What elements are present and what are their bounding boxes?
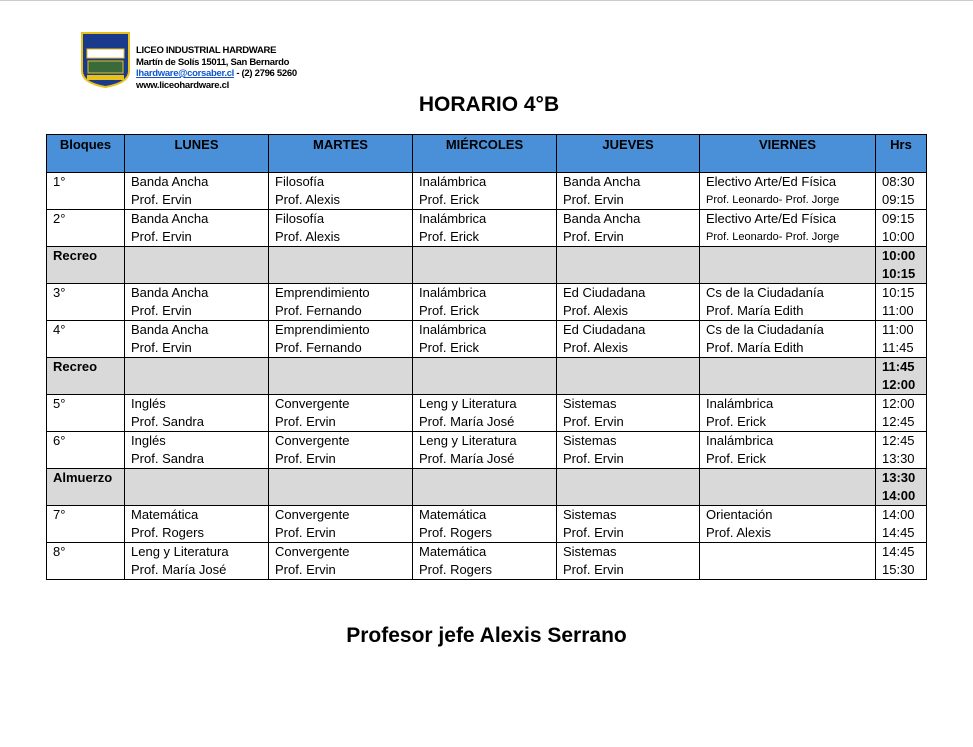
column-header: MARTES xyxy=(269,135,413,173)
subject: Filosofía xyxy=(275,211,325,226)
teacher: Prof. Ervin xyxy=(131,229,192,244)
column-header: VIERNES xyxy=(700,135,876,173)
class-cell xyxy=(413,210,557,247)
teacher: Prof. Ervin xyxy=(131,303,192,318)
class-cell xyxy=(125,506,269,543)
teacher: Prof. Erick xyxy=(706,451,766,466)
teacher: Prof. Ervin xyxy=(131,340,192,355)
subject: Inalámbrica xyxy=(419,285,487,300)
class-cell xyxy=(413,469,557,506)
teacher: Prof. Erick xyxy=(419,229,479,244)
time: 10:15 xyxy=(882,266,916,281)
class-cell xyxy=(269,543,413,580)
column-header: Hrs xyxy=(876,135,927,173)
teacher: Prof. Erick xyxy=(419,192,479,207)
class-cell xyxy=(125,432,269,469)
teacher: Prof. Ervin xyxy=(131,192,192,207)
block-cell: 7° xyxy=(47,506,125,543)
class-cell xyxy=(413,321,557,358)
subject: Convergente xyxy=(275,507,350,522)
teacher: Prof. Ervin xyxy=(563,414,624,429)
block-cell: Almuerzo xyxy=(47,469,125,506)
class-cell xyxy=(413,543,557,580)
head-teacher: Profesor jefe Alexis Serrano xyxy=(346,624,627,647)
teacher: Prof. Rogers xyxy=(131,525,204,540)
class-cell xyxy=(125,321,269,358)
time: 11:00 xyxy=(882,303,914,318)
class-cell xyxy=(413,284,557,321)
school-website: www.liceohardware.cl xyxy=(136,79,229,91)
teacher: Prof. Sandra xyxy=(131,414,204,429)
class-cell xyxy=(125,358,269,395)
table-row xyxy=(47,321,927,358)
teacher: Prof. María José xyxy=(131,562,227,577)
class-cell xyxy=(125,173,269,210)
teacher: Prof. Fernando xyxy=(275,303,362,318)
time: 13:30 xyxy=(882,470,916,485)
class-cell xyxy=(413,432,557,469)
column-header: LUNES xyxy=(125,135,269,173)
hours-cell xyxy=(876,395,927,432)
school-logo xyxy=(79,31,132,88)
time: 12:00 xyxy=(882,377,916,392)
break-row xyxy=(47,469,927,506)
class-cell xyxy=(700,432,876,469)
school-name: LICEO INDUSTRIAL HARDWARE xyxy=(136,45,277,56)
class-cell xyxy=(125,247,269,284)
class-cell xyxy=(269,173,413,210)
hours-cell xyxy=(876,432,927,469)
subject: Banda Ancha xyxy=(131,174,209,189)
teacher: Prof. Erick xyxy=(419,303,479,318)
class-cell xyxy=(269,395,413,432)
table-row xyxy=(47,506,927,543)
subject: Leng y Literatura xyxy=(419,433,517,448)
table-row xyxy=(47,395,927,432)
class-cell xyxy=(269,284,413,321)
table-row xyxy=(47,543,927,580)
class-cell xyxy=(700,173,876,210)
class-cell xyxy=(413,358,557,395)
class-cell xyxy=(557,506,700,543)
subject: Electivo Arte/Ed Física xyxy=(706,174,837,189)
subject: Inalámbrica xyxy=(419,211,487,226)
time: 12:45 xyxy=(882,433,915,448)
subject: Leng y Literatura xyxy=(419,396,517,411)
class-cell xyxy=(125,469,269,506)
column-header: MIÉRCOLES xyxy=(413,135,557,173)
time: 12:00 xyxy=(882,396,915,411)
hours-cell xyxy=(876,543,927,580)
subject: Convergente xyxy=(275,433,350,448)
teacher: Prof. Leonardo- Prof. Jorge xyxy=(706,194,840,206)
break-row xyxy=(47,358,927,395)
class-cell xyxy=(269,358,413,395)
subject: Inalámbrica xyxy=(706,433,774,448)
block-cell: Recreo xyxy=(47,247,125,284)
class-cell xyxy=(700,210,876,247)
class-cell xyxy=(557,284,700,321)
time: 11:45 xyxy=(882,340,914,355)
time: 14:45 xyxy=(882,525,915,540)
class-cell xyxy=(557,358,700,395)
class-cell xyxy=(125,543,269,580)
table-row xyxy=(47,432,927,469)
class-cell xyxy=(125,284,269,321)
teacher: Prof. Ervin xyxy=(563,562,624,577)
teacher: Prof. Fernando xyxy=(275,340,362,355)
time: 14:00 xyxy=(882,507,915,522)
subject: Convergente xyxy=(275,396,350,411)
subject: Matemática xyxy=(131,507,199,522)
block-cell: 6° xyxy=(47,432,125,469)
class-cell xyxy=(125,210,269,247)
hours-cell xyxy=(876,506,927,543)
table-row xyxy=(47,173,927,210)
subject: Inalámbrica xyxy=(419,174,487,189)
class-cell xyxy=(700,247,876,284)
time: 09:15 xyxy=(882,192,915,207)
subject: Orientación xyxy=(706,507,773,522)
class-cell xyxy=(413,173,557,210)
subject: Cs de la Ciudadanía xyxy=(706,322,824,337)
class-cell xyxy=(700,321,876,358)
time: 10:00 xyxy=(882,229,915,244)
block-cell: 2° xyxy=(47,210,125,247)
school-email-link[interactable]: lhardware@corsaber.cl xyxy=(136,68,235,79)
teacher: Prof. Ervin xyxy=(563,229,624,244)
column-header: JUEVES xyxy=(557,135,700,173)
hours-cell xyxy=(876,469,927,506)
class-cell xyxy=(413,506,557,543)
teacher: Prof. Erick xyxy=(706,414,766,429)
subject: Sistemas xyxy=(563,544,617,559)
time: 12:45 xyxy=(882,414,915,429)
hours-cell xyxy=(876,321,927,358)
time: 09:15 xyxy=(882,211,915,226)
table-row xyxy=(47,210,927,247)
class-cell xyxy=(557,321,700,358)
time: 11:45 xyxy=(882,359,915,374)
teacher: Prof. María Edith xyxy=(706,303,804,318)
subject: Sistemas xyxy=(563,507,617,522)
hours-cell xyxy=(876,210,927,247)
class-cell xyxy=(269,321,413,358)
subject: Leng y Literatura xyxy=(131,544,229,559)
subject: Electivo Arte/Ed Física xyxy=(706,211,837,226)
subject: Banda Ancha xyxy=(563,211,641,226)
teacher: Prof. Rogers xyxy=(419,525,492,540)
teacher: Prof. Rogers xyxy=(419,562,492,577)
subject: Filosofía xyxy=(275,174,325,189)
school-phone: - (2) 2796 5260 xyxy=(234,68,297,79)
block-cell: 8° xyxy=(47,543,125,580)
teacher: Prof. Alexis xyxy=(706,525,772,540)
class-cell xyxy=(269,210,413,247)
school-info xyxy=(136,45,297,91)
class-cell xyxy=(269,506,413,543)
column-header: Bloques xyxy=(47,135,125,173)
teacher: Prof. Erick xyxy=(419,340,479,355)
teacher: Prof. María Edith xyxy=(706,340,804,355)
subject: Matemática xyxy=(419,544,487,559)
hours-cell xyxy=(876,173,927,210)
subject: Convergente xyxy=(275,544,350,559)
teacher: Prof. Alexis xyxy=(563,303,629,318)
block-cell: 4° xyxy=(47,321,125,358)
teacher: Prof. Ervin xyxy=(275,562,336,577)
teacher: Prof. Alexis xyxy=(275,229,341,244)
schedule-table xyxy=(46,134,927,580)
hours-cell xyxy=(876,284,927,321)
table-row xyxy=(47,284,927,321)
teacher: Prof. Alexis xyxy=(563,340,629,355)
class-cell xyxy=(557,210,700,247)
class-cell xyxy=(269,432,413,469)
class-cell xyxy=(413,395,557,432)
time: 13:30 xyxy=(882,451,915,466)
time: 08:30 xyxy=(882,174,915,189)
time: 10:00 xyxy=(882,248,916,263)
class-cell xyxy=(700,284,876,321)
teacher: Prof. Alexis xyxy=(275,192,341,207)
subject: Inalámbrica xyxy=(706,396,774,411)
class-cell xyxy=(413,247,557,284)
teacher: Prof. Sandra xyxy=(131,451,204,466)
subject: Inglés xyxy=(131,433,166,448)
subject: Banda Ancha xyxy=(131,322,209,337)
subject: Sistemas xyxy=(563,396,617,411)
teacher: Prof. Ervin xyxy=(275,451,336,466)
class-cell xyxy=(700,358,876,395)
subject: Inglés xyxy=(131,396,166,411)
time: 11:00 xyxy=(882,322,914,337)
subject: Emprendimiento xyxy=(275,322,370,337)
class-cell xyxy=(557,395,700,432)
subject: Inalámbrica xyxy=(419,322,487,337)
subject: Sistemas xyxy=(563,433,617,448)
class-cell xyxy=(557,432,700,469)
subject: Banda Ancha xyxy=(131,285,209,300)
hours-cell xyxy=(876,247,927,284)
class-cell xyxy=(125,395,269,432)
subject: Ed Ciudadana xyxy=(563,285,646,300)
block-cell: 1° xyxy=(47,173,125,210)
teacher: Prof. Ervin xyxy=(563,192,624,207)
teacher: Prof. Ervin xyxy=(275,414,336,429)
page-title: HORARIO 4°B xyxy=(418,93,560,116)
hours-cell xyxy=(876,358,927,395)
time: 15:30 xyxy=(882,562,915,577)
school-address: Martín de Solís 15011, San Bernardo xyxy=(136,56,290,68)
class-cell xyxy=(557,469,700,506)
time: 14:00 xyxy=(882,488,916,503)
teacher: Prof. Ervin xyxy=(563,525,624,540)
teacher: Prof. Ervin xyxy=(275,525,336,540)
time: 10:15 xyxy=(882,285,915,300)
subject: Emprendimiento xyxy=(275,285,370,300)
class-cell xyxy=(557,173,700,210)
subject: Cs de la Ciudadanía xyxy=(706,285,824,300)
class-cell xyxy=(700,543,876,580)
teacher: Prof. Ervin xyxy=(563,451,624,466)
block-cell: Recreo xyxy=(47,358,125,395)
class-cell xyxy=(700,469,876,506)
class-cell xyxy=(557,247,700,284)
break-row xyxy=(47,247,927,284)
block-cell: 5° xyxy=(47,395,125,432)
teacher: Prof. María José xyxy=(419,451,515,466)
class-cell xyxy=(269,247,413,284)
subject: Banda Ancha xyxy=(563,174,641,189)
class-cell xyxy=(269,469,413,506)
subject: Ed Ciudadana xyxy=(563,322,646,337)
class-cell xyxy=(700,395,876,432)
time: 14:45 xyxy=(882,544,915,559)
subject: Banda Ancha xyxy=(131,211,209,226)
teacher: Prof. María José xyxy=(419,414,515,429)
block-cell: 3° xyxy=(47,284,125,321)
subject: Matemática xyxy=(419,507,487,522)
class-cell xyxy=(557,543,700,580)
teacher: Prof. Leonardo- Prof. Jorge xyxy=(706,231,840,243)
class-cell xyxy=(700,506,876,543)
